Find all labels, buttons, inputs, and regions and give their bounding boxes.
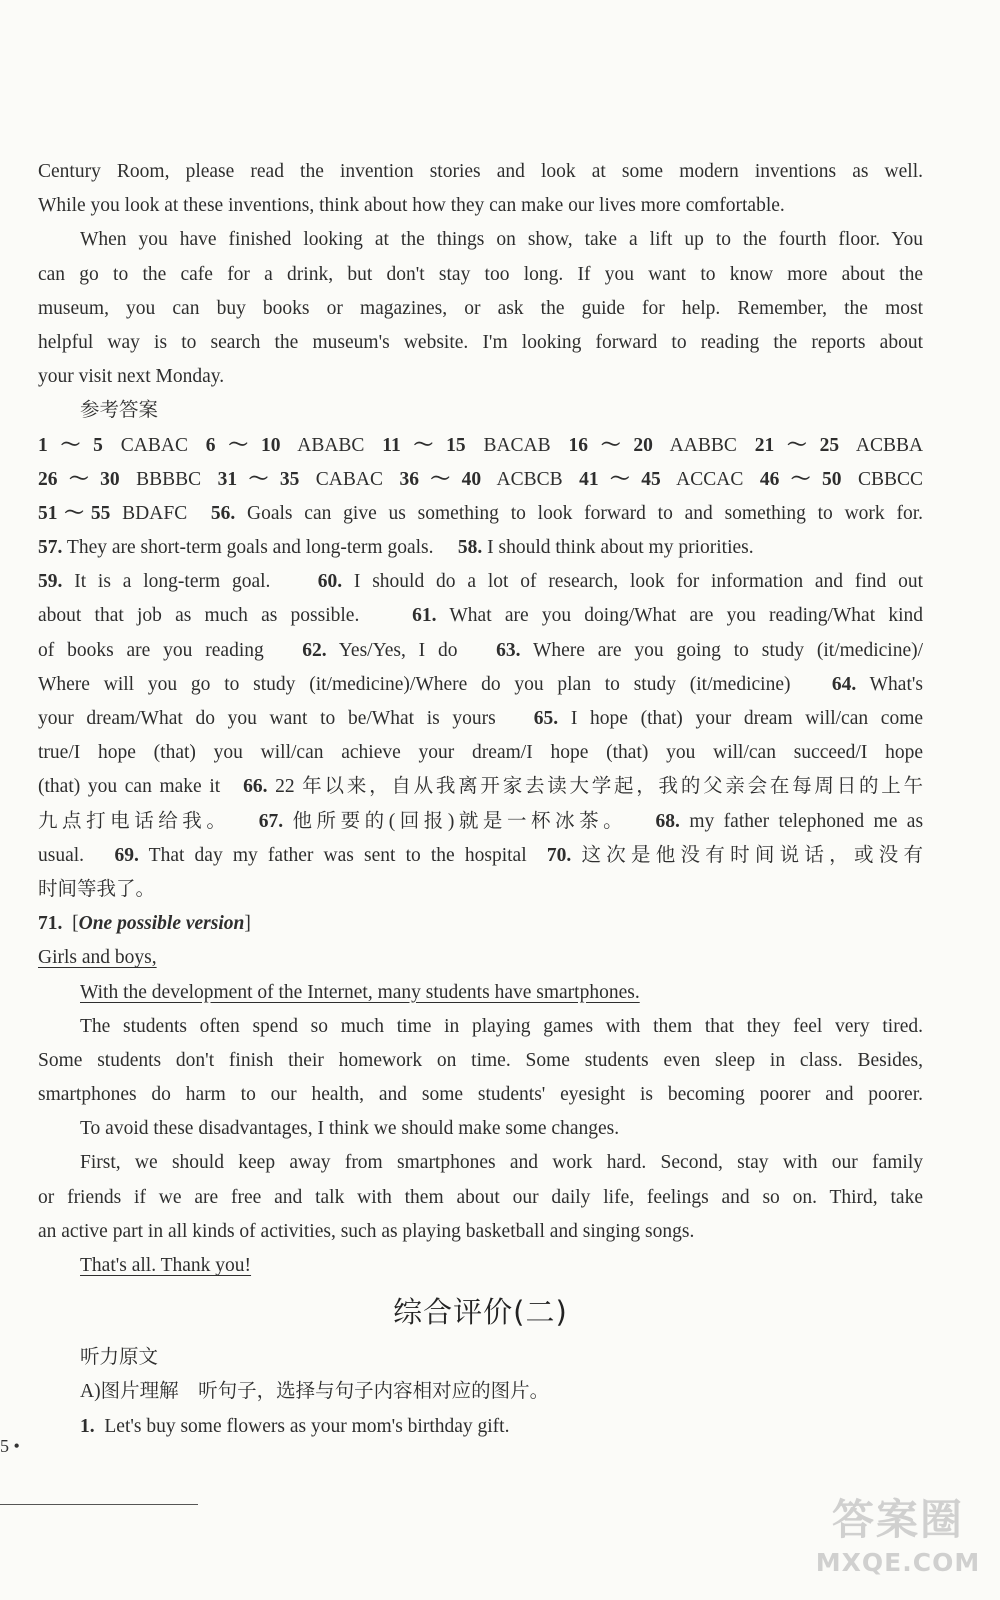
essay-closing-text: That's all. Thank you! bbox=[80, 1255, 252, 1276]
answer-text: Goals can give us something to look forward to and something to work for. bbox=[247, 502, 924, 524]
answer-number: 69. bbox=[114, 844, 139, 866]
essay-closing bbox=[38, 1249, 923, 1283]
answer-text: 他所要的(回报)就是一杯冰茶。 bbox=[292, 810, 628, 832]
answer-text: I hope (that) your dream will/can come bbox=[570, 708, 924, 729]
essay-intro-text: With the development of the Internet, many students have smartphones. bbox=[80, 981, 640, 1003]
answer-number: 58. bbox=[457, 537, 483, 559]
version-label: One possible version bbox=[78, 913, 245, 935]
answer-row bbox=[38, 599, 923, 633]
answer-row bbox=[38, 770, 923, 804]
essay-line: smartphones do harm to our health, and some students' eyesight is becoming poorer and poorer. bbox=[38, 1084, 923, 1106]
answer-text: 九点打电话给我。 bbox=[38, 810, 231, 832]
answer-text: of books are you reading bbox=[38, 639, 264, 661]
answer-row bbox=[38, 565, 923, 599]
body-text-line: When you have finished looking at the things on show, take a lift up to the fourth floor. You bbox=[80, 229, 923, 251]
answer-row bbox=[38, 805, 923, 839]
answer-number: 67. bbox=[258, 810, 284, 832]
watermark-logo-text: 答案圈 bbox=[831, 1495, 964, 1544]
answer-number: 60. bbox=[317, 571, 343, 593]
essay-line: an active part in all kinds of activities, such as playing basketball and singing songs. bbox=[38, 1220, 695, 1242]
answer-text: true/I hope (that) you will/can achieve your dream/I hope (that) you will/can succeed/I hope bbox=[38, 742, 923, 764]
answer-letters: ACCAC bbox=[676, 468, 744, 490]
answer-row bbox=[38, 839, 923, 873]
answer-row bbox=[38, 702, 923, 736]
answer-letters: AABBC bbox=[669, 434, 737, 456]
body-text-line: Century Room, please read the invention stories and look at some modern inventions as well. bbox=[38, 161, 923, 182]
answer-number: 64. bbox=[831, 673, 857, 695]
answer-text: I should do a lot of research, look for information and find out bbox=[353, 571, 924, 593]
answer-text: Where are you going to study (it/medicine)/ bbox=[532, 639, 924, 661]
answer-letters: ACBBA bbox=[855, 434, 924, 456]
answer-number: 71. bbox=[38, 913, 63, 935]
answer-row bbox=[38, 531, 923, 565]
answer-row bbox=[38, 429, 923, 463]
answer-row bbox=[38, 668, 923, 702]
answer-row bbox=[38, 736, 923, 770]
answer-text: usual. bbox=[38, 844, 85, 866]
question-text: Let's buy some flowers as your mom's birthday gift. bbox=[104, 1415, 510, 1437]
answer-number: 62. bbox=[302, 639, 327, 661]
answer-range: 16～20 bbox=[568, 434, 653, 456]
answer-text: 时间等我了。 bbox=[38, 878, 156, 900]
site-watermark bbox=[808, 1492, 988, 1592]
answers-heading: 参考答案 bbox=[80, 400, 159, 422]
answer-range: 41～45 bbox=[579, 468, 661, 490]
essay-line: First, we should keep away from smartphones and work hard. Second, stay with our family bbox=[80, 1152, 923, 1174]
essay-line: or friends if we are free and talk with them about our daily life, feelings and so on. Third, take bbox=[38, 1186, 923, 1208]
answer-range: 6～10 bbox=[205, 434, 281, 456]
body-text-line: your visit next Monday. bbox=[38, 366, 225, 388]
answer-row bbox=[38, 873, 923, 907]
body-text-line: can go to the cafe for a drink, but don't stay too long. If you want to know more about the bbox=[38, 263, 923, 285]
essay-line: Some students don't finish their homework on time. Some students even sleep in class. Besides, bbox=[38, 1049, 923, 1071]
page-content bbox=[38, 155, 923, 1444]
section-title: 综合评价(二) bbox=[393, 1295, 568, 1330]
answer-range: 46～50 bbox=[759, 468, 842, 490]
answer-range: 36～40 bbox=[399, 468, 482, 490]
answer-text: Where will you go to study (it/medicine)/Where do you plan to study (it/medicine) bbox=[38, 673, 791, 695]
answer-letters: BDAFC bbox=[122, 502, 188, 524]
answer-text: I should think about my priorities. bbox=[487, 537, 754, 559]
answer-range: 11～15 bbox=[382, 434, 466, 456]
essay-intro bbox=[38, 976, 923, 1010]
answer-text: about that job as much as possible. bbox=[38, 605, 360, 627]
question-number: 1. bbox=[80, 1415, 95, 1437]
answer-text: What are you doing/What are you reading/What kind bbox=[449, 605, 924, 627]
essay-greeting-text: Girls and boys, bbox=[38, 947, 157, 969]
answer-text: (that) you can make it bbox=[38, 776, 221, 798]
answer-number: 61. bbox=[412, 605, 437, 627]
essay-line: To avoid these disadvantages, I think we should make some changes. bbox=[80, 1118, 620, 1140]
section-part-heading: A)图片理解 听句子，选择与句子内容相对应的图片。 bbox=[80, 1381, 550, 1403]
answer-range: 21～25 bbox=[754, 434, 840, 456]
answer-number: 63. bbox=[496, 639, 521, 661]
answer-text: 这次是他没有时间说话，或没有 bbox=[581, 844, 923, 866]
answer-number: 59. bbox=[38, 571, 63, 593]
answer-letters: ABABC bbox=[297, 434, 365, 456]
body-text-line: museum, you can buy books or magazines, or ask the guide for help. Remember, the most bbox=[38, 297, 923, 319]
answer-number: 68. bbox=[655, 810, 680, 832]
answer-range: 1～5 bbox=[38, 434, 103, 456]
answer-letters: CABAC bbox=[120, 434, 188, 456]
answer-number: 56. bbox=[210, 502, 236, 524]
answer-letters: BBBBC bbox=[136, 468, 202, 490]
answer-text: my father telephoned me as bbox=[689, 810, 924, 832]
answer-row bbox=[38, 463, 923, 497]
footer-rule bbox=[0, 1504, 198, 1505]
answer-text: your dream/What do you want to be/What is yours bbox=[38, 708, 496, 729]
answer-number: 66. bbox=[243, 776, 268, 798]
answer-text: It is a long-term goal. bbox=[74, 571, 271, 593]
answer-row bbox=[38, 497, 923, 531]
section-subtitle: 听力原文 bbox=[80, 1347, 159, 1369]
answer-text: They are short-term goals and long-term goals. bbox=[66, 537, 434, 559]
answer-text: 22 年以来，自从我离开家去读大学起，我的父亲会在每周日的上午 bbox=[275, 776, 924, 798]
essay-header: 71. [One possible version] bbox=[38, 913, 251, 935]
answer-range: 51～55 bbox=[38, 502, 111, 524]
answer-row bbox=[38, 634, 923, 668]
answer-letters: CABAC bbox=[315, 468, 383, 490]
answer-number: 65. bbox=[533, 708, 559, 729]
page-number: 5 • bbox=[0, 1436, 20, 1456]
answer-letters: CBBCC bbox=[857, 468, 923, 490]
listening-question bbox=[38, 1410, 923, 1444]
answer-range: 31～35 bbox=[217, 468, 300, 490]
answer-text: What's bbox=[869, 673, 923, 695]
answer-letters: BACAB bbox=[483, 434, 551, 456]
answer-letters: ACBCB bbox=[496, 468, 563, 490]
essay-greeting bbox=[38, 941, 923, 975]
body-text-line: helpful way is to search the museum's website. I'm looking forward to reading the reports about bbox=[38, 331, 923, 353]
answer-number: 57. bbox=[38, 537, 63, 559]
essay-line: The students often spend so much time in playing games with them that they feel very tired. bbox=[80, 1015, 923, 1037]
answer-text: That day my father was sent to the hospital bbox=[148, 844, 527, 866]
body-text-line: While you look at these inventions, think about how they can make our lives more comfortable. bbox=[38, 195, 785, 217]
answer-text: Yes/Yes, I do bbox=[338, 639, 458, 661]
answer-number: 70. bbox=[546, 844, 572, 866]
watermark-domain: MXQE.COM bbox=[815, 1548, 981, 1577]
answer-range: 26～30 bbox=[38, 468, 120, 490]
